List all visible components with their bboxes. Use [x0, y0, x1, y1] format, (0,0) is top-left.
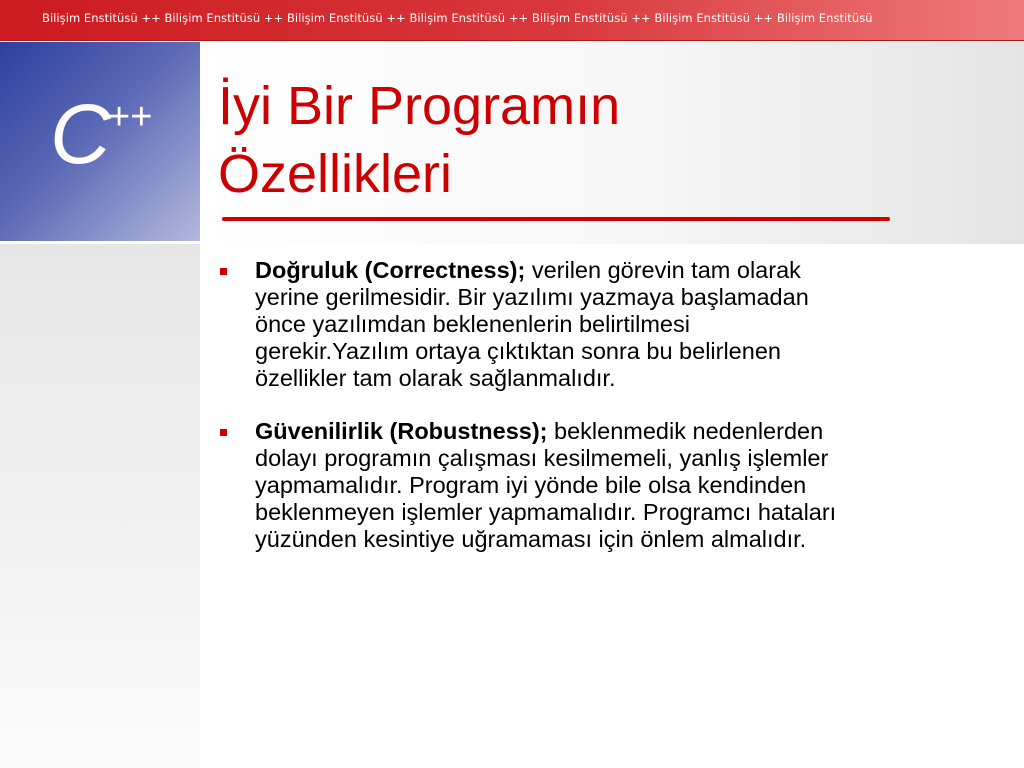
bullet-text-line: dolayı programın çalışması kesilmemeli, yanlış işlemler: [255, 445, 829, 471]
bullet-text-line: gerekir.Yazılım ortaya çıktıktan sonra bu belirlenen: [255, 338, 781, 364]
bullet-text-line: yapmamalıdır. Program iyi yönde bile olsa kendinden: [255, 472, 807, 498]
bullet-text-line: yerine gerilmesidir. Bir yazılımı yazmaya başlamadan: [255, 284, 809, 310]
bullet-text-line: özellikler tam olarak sağlanmalıdır.: [255, 365, 616, 391]
slide-title-line-1: İyi Bir Programın: [218, 76, 621, 136]
bullet-text-line: verilen görevin tam olarak: [525, 257, 801, 283]
slide-title-line-2: Özellikleri: [218, 144, 453, 204]
bullet-first-line: [255, 257, 1006, 284]
header-banner-text: Bilişim Enstitüsü ++ Bilişim Enstitüsü ++ Bilişim Enstitüsü ++ Bilişim Enstitüsü ++ Bilişim Enstitüsü ++ Bilişim Enstitüsü ++ Bilişim Enstitüsü: [42, 11, 873, 25]
title-underline: [222, 217, 890, 221]
bullet-term: Güvenilirlik (Robustness);: [255, 418, 548, 444]
bullet-item-robustness: [216, 418, 1006, 553]
slide-title: [218, 72, 620, 208]
bullet-first-line: [255, 418, 1006, 445]
square-bullet-icon: [220, 268, 227, 275]
bullet-list: [216, 257, 1006, 579]
square-bullet-icon: [220, 429, 227, 436]
bullet-text-line: yüzünden kesintiye uğramaması için önlem almalıdır.: [255, 526, 807, 552]
header-banner: [0, 0, 1024, 41]
bullet-item-correctness: [216, 257, 1006, 392]
bullet-text-line: beklenmedik nedenlerden: [547, 418, 824, 444]
bullet-text-line: beklenmeyen işlemler yapmamalıdır. Programcı hataları: [255, 499, 837, 525]
logo-letter: C: [50, 87, 111, 181]
bullet-term: Doğruluk (Correctness);: [255, 257, 526, 283]
cpp-logo: [0, 42, 202, 243]
logo-superscript: ++: [108, 96, 153, 138]
bullet-text-line: önce yazılımdan beklenenlerin belirtilmesi: [255, 311, 690, 337]
left-decorative-panel: [0, 244, 200, 768]
